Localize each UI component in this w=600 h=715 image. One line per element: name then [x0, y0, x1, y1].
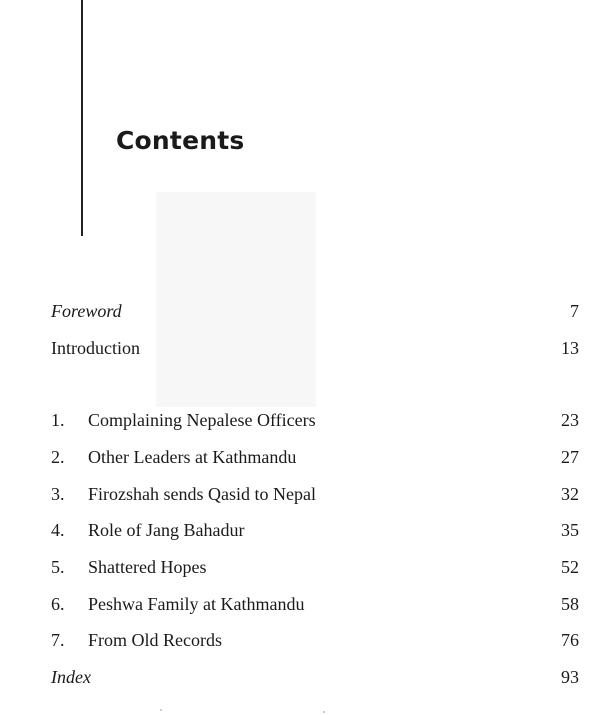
toc-entry-chapter-2[interactable] — [0, 447, 600, 473]
toc-entry-title: Other Leaders at Kathmandu — [88, 447, 297, 467]
toc-entry-number: 4. — [51, 520, 65, 540]
toc-entry-number: 6. — [51, 594, 65, 614]
toc-entry-chapter-4[interactable] — [0, 520, 600, 546]
toc-entry-title: Complaining Nepalese Officers — [88, 410, 316, 430]
toc-entry-number: 3. — [51, 484, 65, 504]
toc-entry-page: 27 — [561, 447, 579, 467]
toc-entry-title: From Old Records — [88, 630, 222, 650]
toc-entry-page: 7 — [570, 301, 579, 321]
toc-entry-number: 2. — [51, 447, 65, 467]
toc-entry-title: Role of Jang Bahadur — [88, 520, 245, 540]
toc-entry-page: 13 — [561, 338, 579, 358]
toc-entry-title: Peshwa Family at Kathmandu — [88, 594, 305, 614]
toc-entry-chapter-6[interactable] — [0, 594, 600, 620]
toc-entry-introduction[interactable] — [0, 338, 600, 364]
toc-entry-page: 58 — [561, 594, 579, 614]
scan-speck — [323, 711, 325, 713]
scan-shading — [156, 192, 316, 407]
toc-entry-page: 35 — [561, 520, 579, 540]
toc-entry-chapter-3[interactable] — [0, 484, 600, 510]
toc-entry-number: 1. — [51, 410, 65, 430]
toc-entry-page: 32 — [561, 484, 579, 504]
toc-entry-page: 93 — [561, 667, 579, 687]
toc-entry-chapter-1[interactable] — [0, 410, 600, 436]
toc-entry-page: 76 — [561, 630, 579, 650]
toc-entry-number: 5. — [51, 557, 65, 577]
toc-entry-index[interactable] — [0, 667, 600, 693]
toc-entry-chapter-7[interactable] — [0, 630, 600, 656]
toc-entry-title: Foreword — [51, 301, 122, 321]
toc-entry-chapter-5[interactable] — [0, 557, 600, 583]
toc-entry-page: 23 — [561, 410, 579, 430]
toc-entry-title: Shattered Hopes — [88, 557, 207, 577]
toc-entry-title: Firozshah sends Qasid to Nepal — [88, 484, 316, 504]
page-title: Contents — [116, 126, 245, 155]
vertical-rule — [81, 0, 83, 236]
toc-entry-foreword[interactable] — [0, 301, 600, 327]
toc-entry-title: Index — [51, 667, 91, 687]
toc-entry-title: Introduction — [51, 338, 140, 358]
scan-speck — [160, 709, 162, 711]
toc-entry-page: 52 — [561, 557, 579, 577]
toc-entry-number: 7. — [51, 630, 65, 650]
